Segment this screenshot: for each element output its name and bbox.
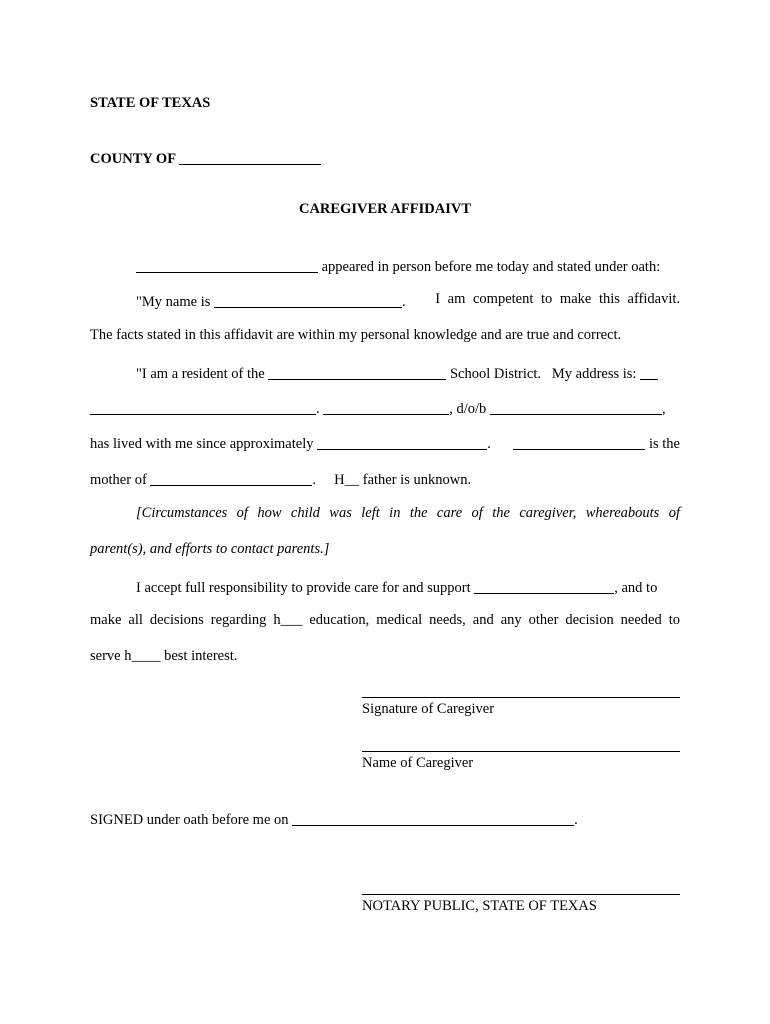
period: . [402,294,406,310]
state-heading: STATE OF TEXAS [90,95,211,111]
caregiver-name-label: Name of Caregiver [362,755,474,771]
sep: . [316,401,320,417]
responsibility-line-3: serve h____ best interest. [90,648,238,664]
caregiver-signature-label: Signature of Caregiver [362,701,495,717]
my-name-text: "My name is [136,294,211,310]
caregiver-signature-line[interactable] [362,697,680,698]
school-district-blank[interactable] [268,365,446,380]
county-label: COUNTY OF [90,151,176,167]
circumstances-line-1: [Circumstances of how child was left in the care of the caregiver, whereabouts of [136,505,680,521]
address-blank[interactable] [90,400,316,415]
responsibility-text: I accept full responsibility to provide care for and support [136,580,471,596]
notary-label: NOTARY PUBLIC, STATE OF TEXAS [362,898,597,914]
competent-text: I am competent to make this affidavit. [435,291,680,307]
county-blank[interactable] [179,150,321,165]
sep: . [312,472,317,488]
signed-under-oath-line [90,809,578,829]
my-name-blank[interactable] [214,293,402,308]
mother-of-text: mother of [90,472,147,488]
lived-with-line [90,433,680,453]
responsibility-line-1 [136,577,657,597]
address-line [90,398,666,418]
mother-name-blank[interactable] [513,435,645,450]
sep: . [487,436,491,452]
document-title: CAREGIVER AFFIDAIVT [298,201,471,217]
is-the-text: is the [648,436,680,452]
paragraph-resident [136,363,658,383]
paragraph-my-name [136,291,680,311]
sep: , [661,401,666,417]
caregiver-name-line[interactable] [362,751,680,752]
resident-text: "I am a resident of the [136,366,265,382]
responsibility-line-2: make all decisions regarding h___ education, medical needs, and any other decision needed to [90,612,680,628]
mother-of-line [90,469,471,489]
father-unknown-text: H__ father is unknown. [334,472,472,488]
circumstances-line-2: parent(s), and efforts to contact parents.] [90,541,330,557]
and-to-text: , and to [614,580,658,596]
since-date-blank[interactable] [317,435,487,450]
lived-with-text: has lived with me since approximately [90,436,314,452]
dob-label: , d/o/b [449,401,487,417]
signed-date-blank[interactable] [292,811,574,826]
appeared-text: appeared in person before me today and stated under oath: [321,259,661,275]
affiant-name-blank[interactable] [136,258,318,273]
signed-text: SIGNED under oath before me on [90,812,289,828]
school-district-text: School District. [449,366,541,382]
notary-signature-line[interactable] [362,894,680,895]
child-name-blank[interactable] [323,400,449,415]
county-heading [90,148,321,168]
address-label: My address is: [551,366,637,382]
address-blank-start[interactable] [640,365,658,380]
paragraph-appeared [136,256,660,276]
sep: . [574,812,578,828]
mother-of-blank[interactable] [150,471,312,486]
support-blank[interactable] [474,579,614,594]
dob-blank[interactable] [490,400,662,415]
paragraph-facts: The facts stated in this affidavit are within my personal knowledge and are true and correct. [90,327,622,343]
